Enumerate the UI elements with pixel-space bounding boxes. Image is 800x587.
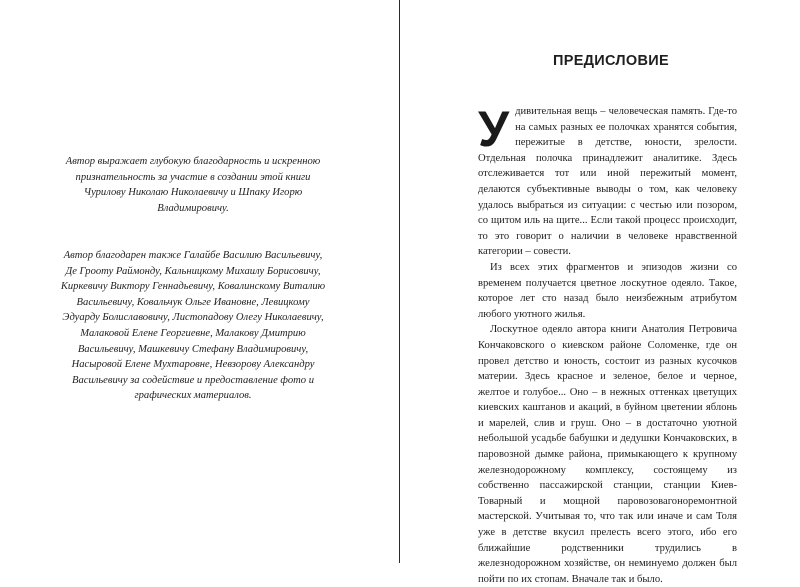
- acknowledgement-paragraph-2: Автор благодарен также Галайбе Василию Васильевичу, Де Грооту Раймонду, Кальницкому Михаилу Борисовичу, Киркевичу Виктору Геннадьевичу, Ковалинскому Виталию Васильевичу, Ковальчук Ольге Ивановне, Левицкому Эдуарду Болиславовичу, Листопадову Олегу Николаевичу, Малаковой Елене Георгиевне, Малакову Дмитрию Васильевичу, Машкевичу Стефану Владимировичу, Насыровой Елене Мухтаровне, Невзорову Александру Васильевичу за содействие и предоставление фото и графических материалов.: [60, 250, 326, 402]
- drop-cap: У: [478, 101, 510, 157]
- preface-paragraph-1: дивительная вещь – человеческая память. Где-то на самых разных ее полочках хранятся события, пережитые в детстве, юности, зрелости. Отдельная полочка принадлежит аналитике. Здесь отслеживается тот или иной пережитый момент, делаются субъективные выводы о том, как человеку удалось выбраться из ситуации: с честью или позором, со щитом иль на щите... Если такой процесс происходит, то это говорит о наличии в человеке нравственной категории – совести.: [478, 106, 737, 258]
- preface-text: [478, 101, 737, 587]
- page-spine-divider: [399, 0, 400, 563]
- right-page: [401, 0, 800, 585]
- preface-paragraph-2: Из всех этих фрагментов и эпизодов жизни со временем получается цветное лоскутное одеяло. Такое, которое лет сто назад было неизбежным атрибутом любого уютного жилья.: [478, 261, 737, 320]
- left-page: [0, 0, 399, 563]
- acknowledgement-paragraph-1: Автор выражает глубокую благодарность и искренною признательность за участие в создании этой книги Чурилову Николаю Николаевичу и Шпаку Игорю Владимировичу.: [65, 156, 321, 214]
- preface-paragraph-3: Лоскутное одеяло автора книги Анатолия Петровича Кончаковского о киевском районе Соломенке, где он провел детство и юность, состоит из разных кусочков материи. Здесь красное и зеленое, белое и черное, желтое и голубое... Оно – в нежных оттенках цветущих киевских каштанов и акаций, в буйном цветении яблонь и марелей, слив и груш. Оно – в достаточно уютной небольшой усадьбе бабушки и дедушки Кончаковских, в паровозной дымке района, примыкающего к крупному железнодорожному комплексу, состоящему из собственно пассажирской станции, станции Киев-Товарный и мощной паровозовагоноремонтной мастерской. Учитывая то, что так или иначе и сам Толя уже в детстве вкусил прелесть всего этого, ибо его ближайшие родственники трудились в железнодорожном хозяйстве, он неминуемо должен был пойти по их стопам. Вначале так и было.: [478, 324, 737, 585]
- chapter-title: ПРЕДИСЛОВИЕ: [553, 53, 669, 69]
